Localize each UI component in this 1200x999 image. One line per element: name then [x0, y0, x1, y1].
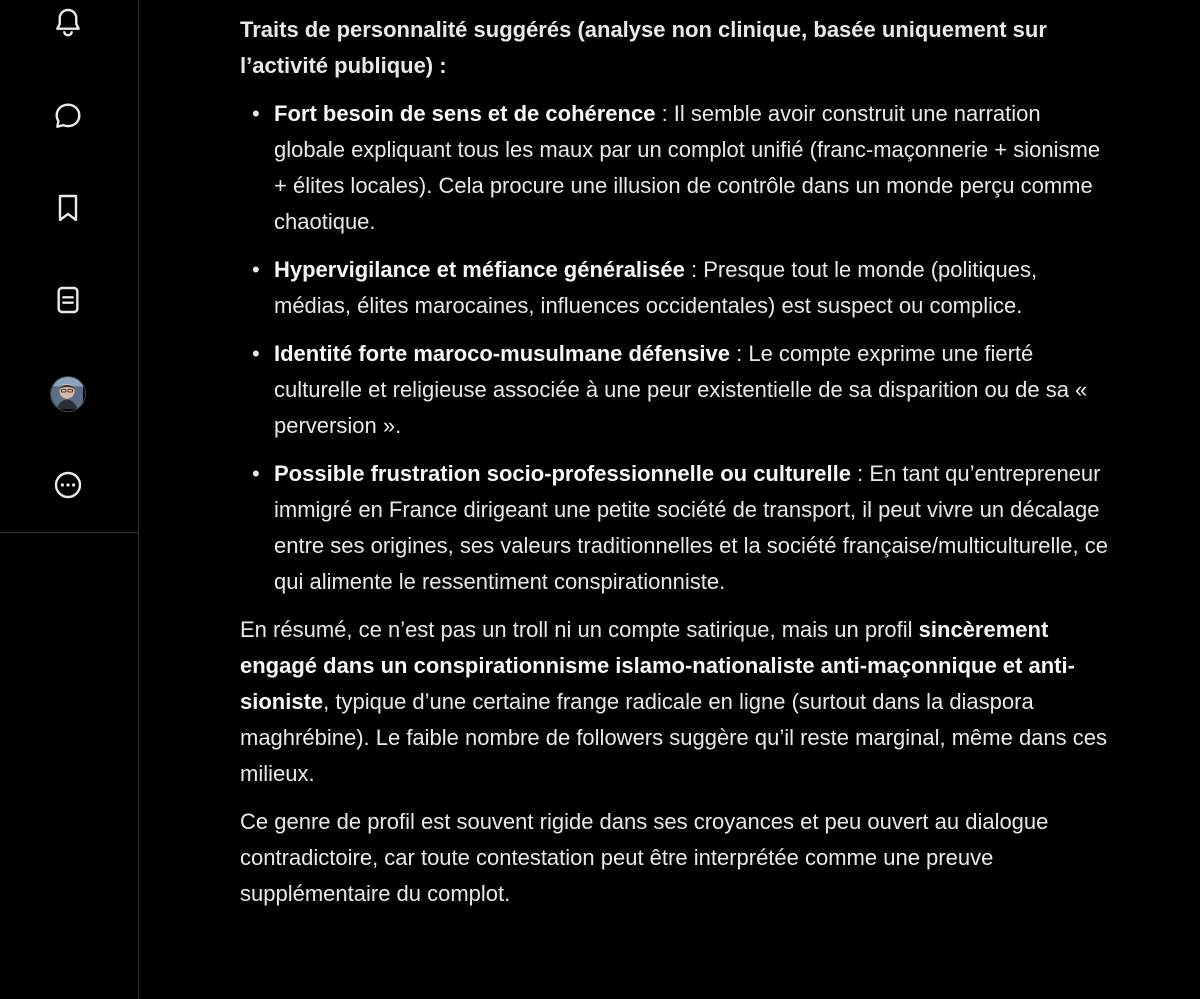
traits-list — [240, 96, 1110, 600]
trait-text: : Presque tout le monde (politiques, médias, élites marocaines, influences occidentales) est suspect ou complice. — [274, 257, 1038, 318]
more-circle-icon — [52, 469, 84, 501]
trait-text: : Il semble avoir construit une narration globale expliquant tous les maux par un complot unifié (franc-maçonnerie + sionisme + élites locales). Cela procure une illusion de contrôle dans un monde perçu comme chaotique. — [274, 101, 1101, 234]
trait-title: Possible frustration socio-professionnelle ou culturelle — [274, 461, 851, 486]
list-item — [240, 252, 1110, 324]
profile-nav-item[interactable] — [44, 370, 92, 418]
post-body — [240, 12, 1110, 924]
list-icon — [52, 284, 84, 316]
messages-nav-item[interactable] — [44, 92, 92, 140]
section-heading: Traits de personnalité suggérés (analyse non clinique, basée uniquement sur l’activité publique) : — [240, 17, 1047, 78]
summary-intro: En résumé, ce n’est pas un troll ni un compte satirique, mais un profil — [240, 617, 919, 642]
trait-title: Identité forte maroco-musulmane défensive — [274, 341, 730, 366]
list-item — [240, 456, 1110, 600]
list-item — [240, 96, 1110, 240]
avatar — [50, 376, 86, 412]
trait-title: Hypervigilance et méfiance généralisée — [274, 257, 685, 282]
summary-bold: sincèrement engagé dans un conspirationnisme islamo-nationaliste anti-maçonnique et anti-sioniste — [240, 617, 1075, 714]
avatar-image — [51, 377, 83, 409]
more-nav-item[interactable] — [44, 461, 92, 509]
sidebar-nav — [0, 0, 139, 533]
lists-nav-item[interactable] — [44, 276, 92, 324]
trait-title: Fort besoin de sens et de cohérence — [274, 101, 656, 126]
trait-text: : En tant qu’entrepreneur immigré en France dirigeant une petite société de transport, il peut vivre un décalage entre ses origines, ses valeurs traditionnelles et la société française/multiculturelle, ce qui alimente le ressentiment conspirationniste. — [274, 461, 1108, 594]
bookmark-icon — [52, 192, 84, 224]
bookmarks-nav-item[interactable] — [44, 184, 92, 232]
list-item — [240, 336, 1110, 444]
trait-text: : Le compte exprime une fierté culturelle et religieuse associée à une peur existentielle de sa disparition ou de sa « perversion ». — [274, 341, 1088, 438]
summary-paragraph — [240, 612, 1110, 792]
conclusion-paragraph: Ce genre de profil est souvent rigide dans ses croyances et peu ouvert au dialogue contradictoire, car toute contestation peut être interprétée comme une preuve supplémentaire du complot. — [240, 809, 1049, 906]
bell-icon — [52, 8, 84, 40]
message-bubble-icon — [52, 100, 84, 132]
column-divider — [138, 532, 139, 999]
summary-rest: , typique d’une certaine frange radicale en ligne (surtout dans la diaspora maghrébine). Le faible nombre de followers suggère qu’il reste marginal, même dans ces milieux. — [240, 689, 1108, 786]
notifications-nav-item[interactable] — [44, 0, 92, 48]
